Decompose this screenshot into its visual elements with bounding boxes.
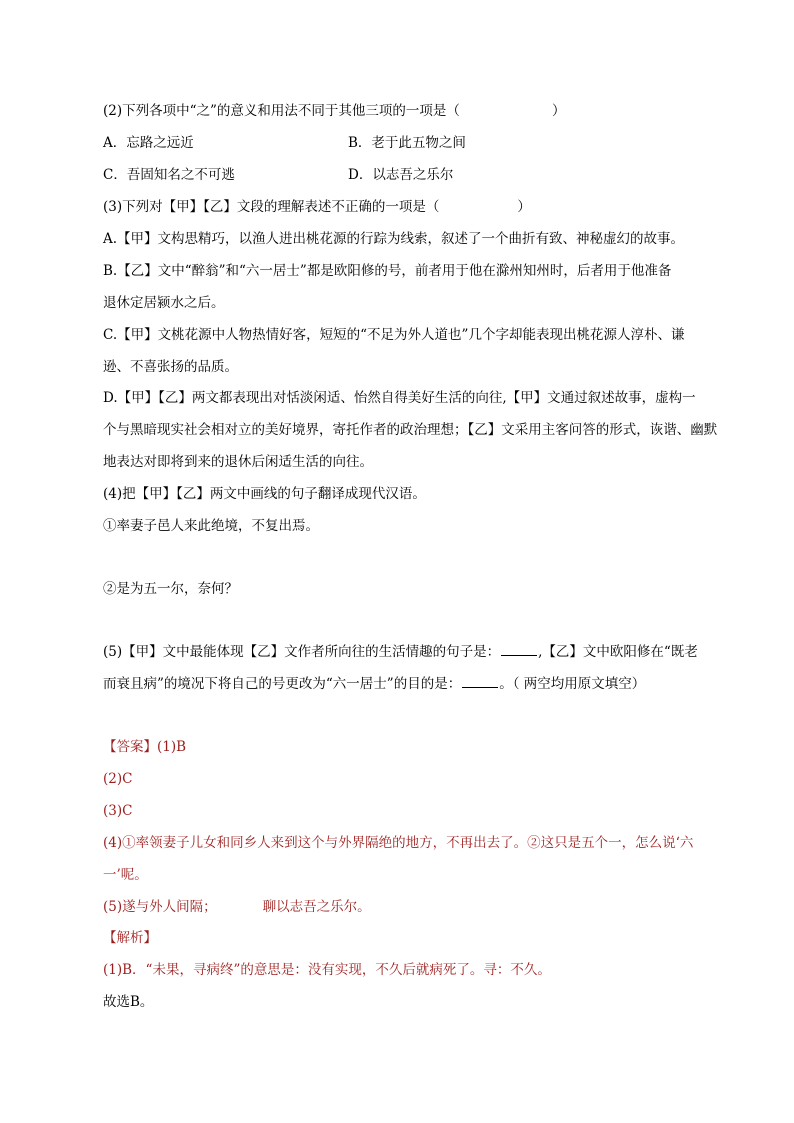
q5-line-2: 而衰且病”的境况下将自己的号更改为“六一居士”的目的是： 。（ 两空均用原文填空） xyxy=(103,676,646,692)
q5-blank-1[interactable] xyxy=(501,643,537,656)
q3-option-b-line1: B.【乙】文中“醉翁”和“六一居士”都是欧阳修的号，前者用于他在滁州知州时，后者用于他准备 xyxy=(103,263,672,279)
q2-option-d: D．以志吾之乐尔 xyxy=(348,167,454,183)
q4-sentence-2: ②是为五一尔，奈何？ xyxy=(103,581,238,597)
q2-option-c: C．吾固知名之不可逃 xyxy=(103,167,235,183)
q2-option-row-1 xyxy=(103,134,466,152)
answer-line-4b: 一’呢。 xyxy=(103,867,148,883)
q4-sentence-1: ①率妻子邑人来此绝境，不复出焉。 xyxy=(103,518,319,534)
q5-line-1: (5)【甲】文中最能体现【乙】文作者所向往的生活情趣的句子是： ,【乙】文中欧阳修在“既老 xyxy=(103,644,698,660)
answer-line-3: (3)C xyxy=(103,803,133,819)
q2-stem: (2)下列各项中“之”的意义和用法不同于其他三项的一项是（ ） xyxy=(103,103,566,119)
answer-line-5: (5)遂与外人间隔； 聊以志吾之乐尔。 xyxy=(103,899,371,915)
q5-blank-2[interactable] xyxy=(462,675,498,688)
q2-option-row-2 xyxy=(103,166,454,184)
answer-line-1: 【答案】(1)B xyxy=(103,739,187,755)
analysis-line-2: 故选B。 xyxy=(103,994,154,1010)
answer-line-2: (2)C xyxy=(103,771,133,787)
q3-option-c-line2: 逊、不喜张扬的品质。 xyxy=(103,359,238,375)
q3-stem: (3)下列对【甲】【乙】文段的理解表述不正确的一项是（ ） xyxy=(103,199,531,215)
q3-option-d-line1: D.【甲】【乙】两文都表现出对恬淡闲适、怡然自得美好生活的向往,【甲】文通过叙述故事，虚构一 xyxy=(103,390,696,406)
q2-option-b: B．老于此五物之间 xyxy=(348,135,466,151)
q3-option-b-line2: 退休定居颍水之后。 xyxy=(103,295,225,311)
q3-option-d-line2: 个与黑暗现实社会相对立的美好境界，寄托作者的政治理想；【乙】文采用主客问答的形式，诙谐、幽默 xyxy=(103,422,718,438)
analysis-line-1: (1)B．“未果，寻病终”的意思是：没有实现，不久后就病死了。寻：不久。 xyxy=(103,962,551,978)
answer-label: 【答案】 xyxy=(103,739,157,755)
answer-line-4a: (4)①率领妻子儿女和同乡人来到这个与外界隔绝的地方，不再出去了。②这只是五个一，怎么说‘六 xyxy=(103,835,694,851)
q4-stem: (4)把【甲】【乙】两文中画线的句子翻译成现代汉语。 xyxy=(103,486,426,502)
q3-option-a: A.【甲】文构思精巧，以渔人进出桃花源的行踪为线索，叙述了一个曲折有致、神秘虚幻的故事。 xyxy=(103,231,685,247)
analysis-label: 【解析】 xyxy=(103,930,157,946)
q3-option-c-line1: C.【甲】文桃花源中人物热情好客，短短的“不足为外人道也”几个字却能表现出桃花源人淳朴、谦 xyxy=(103,327,685,343)
q3-option-d-line3: 地表达对即将到来的退休后闲适生活的向往。 xyxy=(103,454,373,470)
q2-option-a: A．忘路之远近 xyxy=(103,135,194,151)
